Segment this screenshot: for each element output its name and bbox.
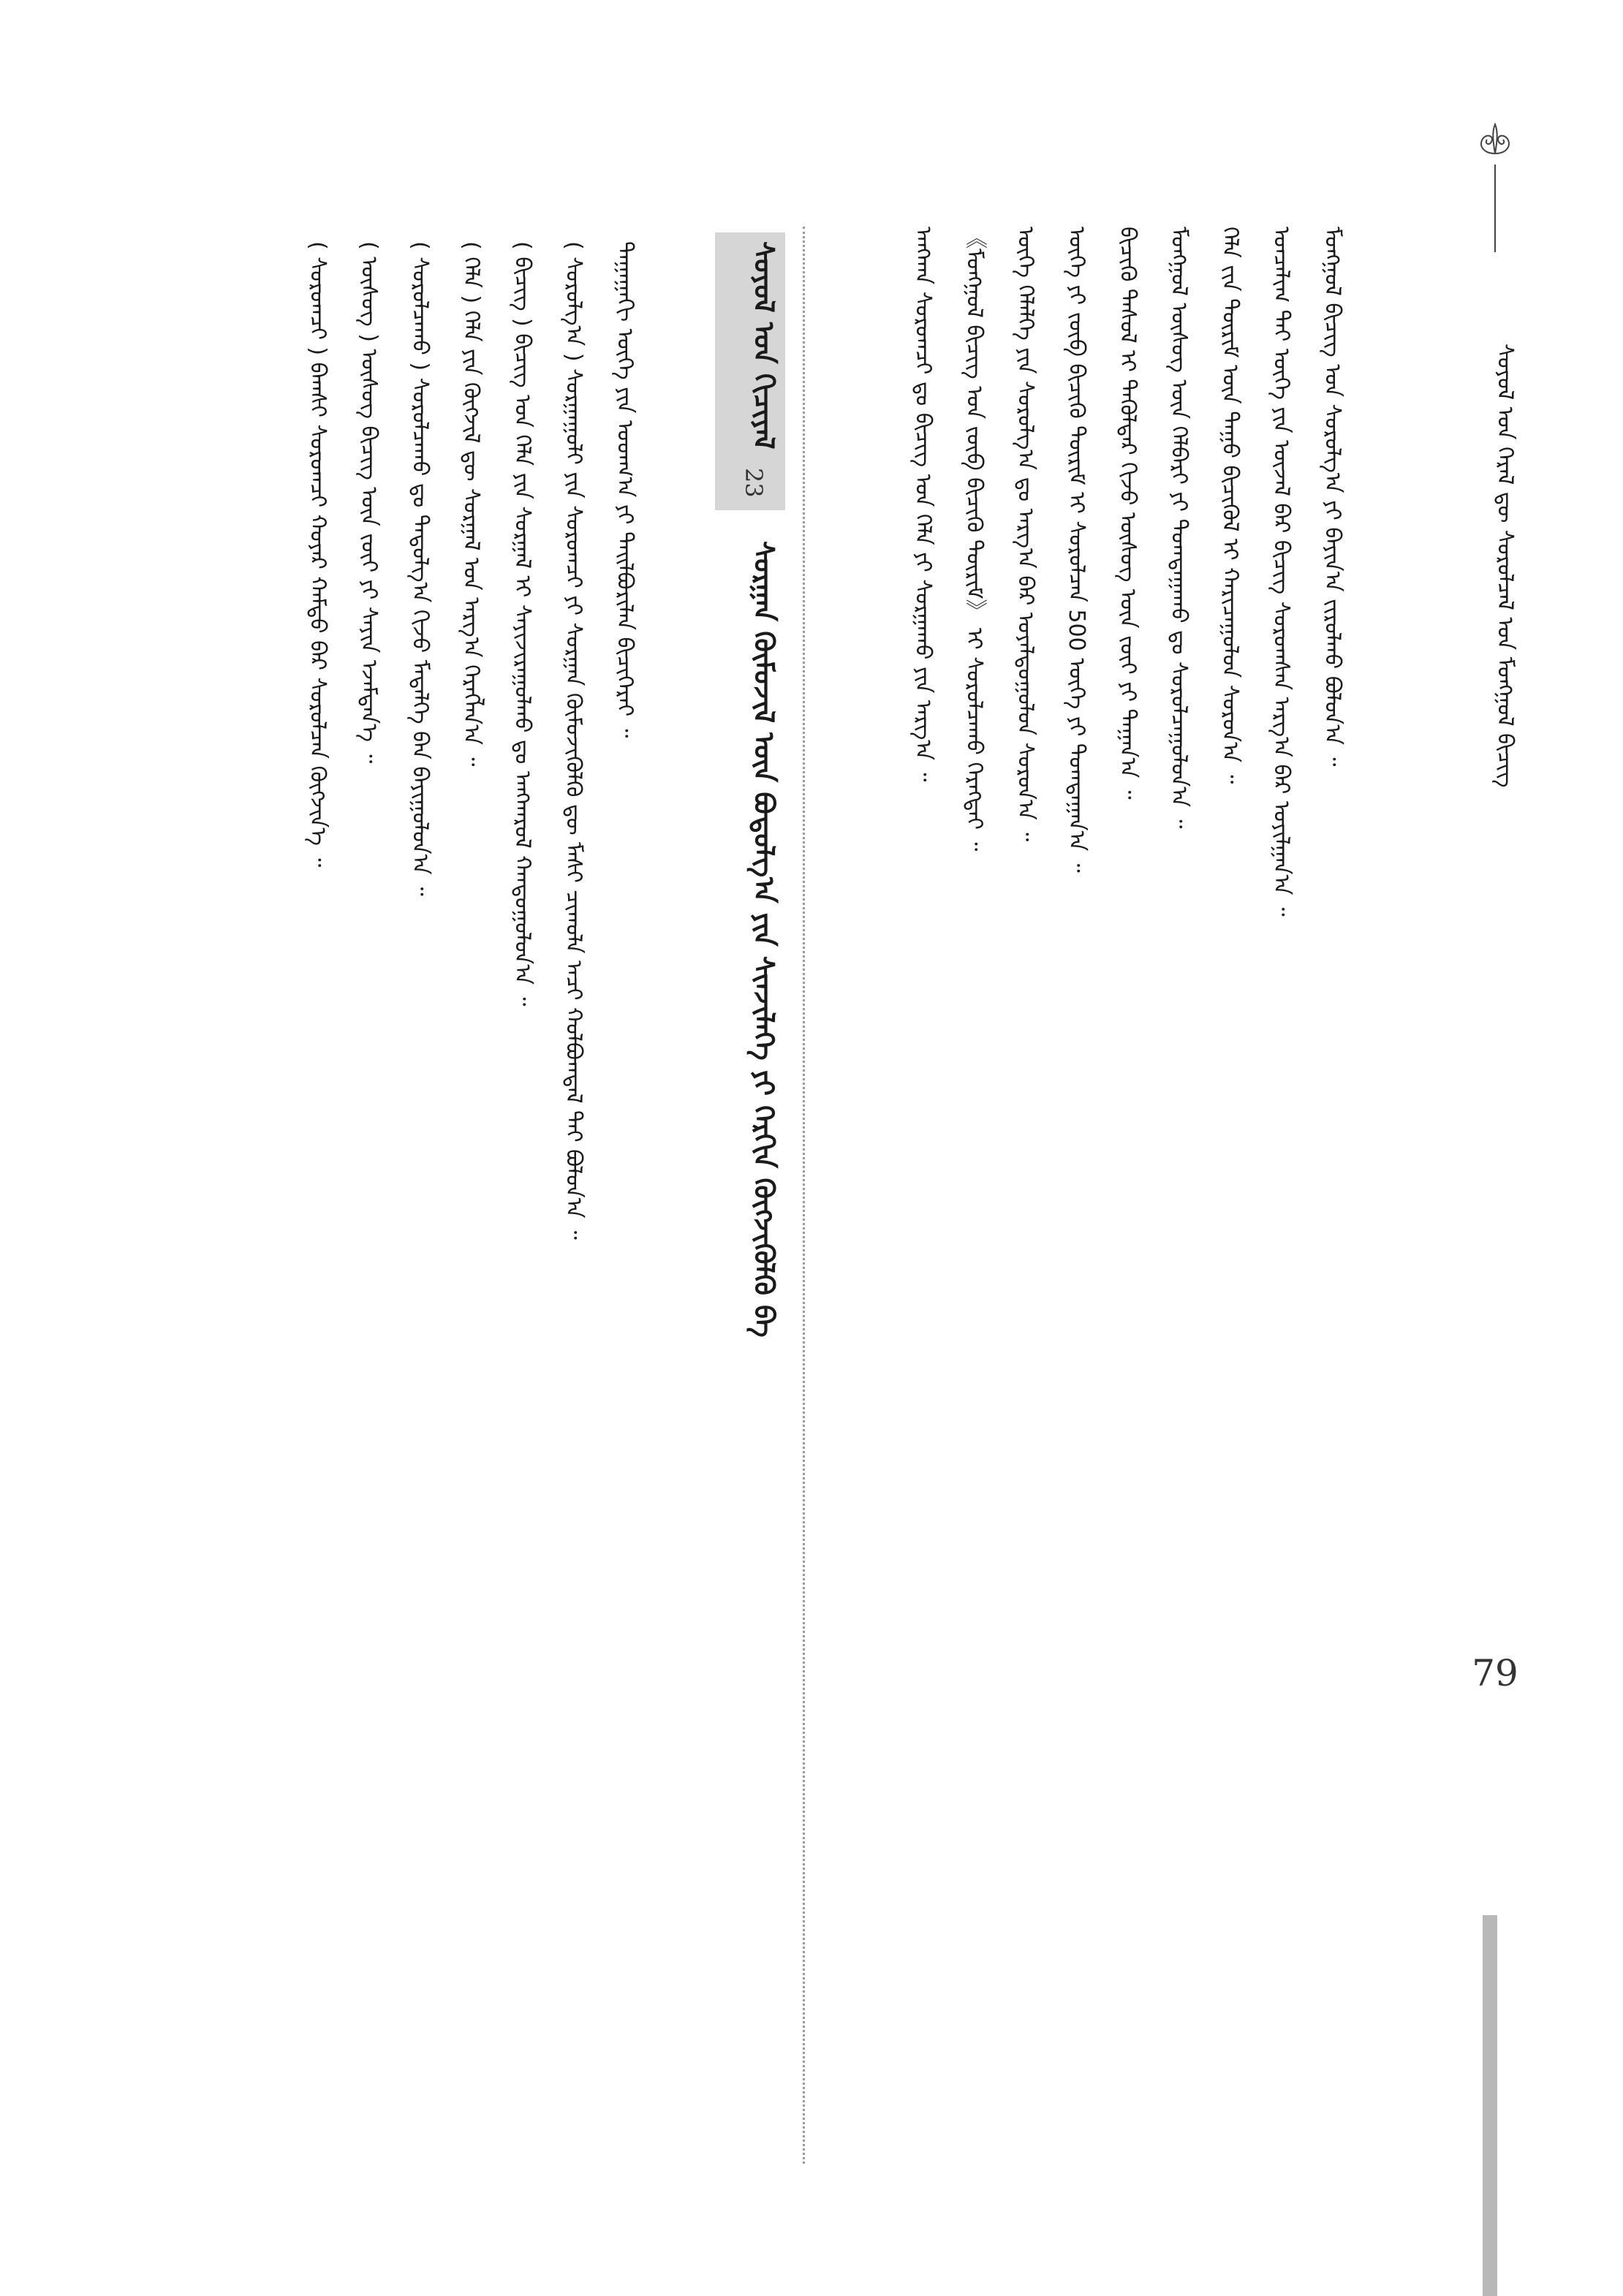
exercise-item: ( ᠪᠢᠴᠢᠭ ) ᠪᠢᠴᠢᠭ ᠤᠨ ᠬᠡᠯᠡ ᠶᠢᠨ ᠰᠤᠷᠭᠠᠯ ᠢ ᠰᠠᠶᠢᠵᠢᠷᠠᠭᠤᠯᠬᠤ ᠳᠤ ᠠᠩᠬᠠᠷᠤᠯ ᠬᠠᠨᠳᠤᠭᠤᠯᠤᠨ᠎ᠠ ᠃ [510, 241, 535, 1007]
dotted-divider [803, 227, 805, 2164]
text-line: ᠣᠨᠴᠠᠯᠢᠭ ᠲᠠᠢ ᠦᠭᠡ ᠶᠢᠨ ᠦᠵᠡᠯ ᠪᠡᠷ ᠪᠢᠴᠢᠭ ᠰᠤᠷᠤᠭᠰᠠᠨ ᠠᠷᠭ᠎ᠠ ᠪᠠᠷ ᠣᠶᠢᠯᠭᠠᠨ᠎ᠠ ᠃ [1268, 227, 1294, 917]
exercise-item: ( ᠦᠰᠦᠭ ) ᠦᠰᠦᠭ ᠪᠢᠴᠢᠭ ᠦᠨ ᠵᠦᠢ ᠶᠢ ᠰᠠᠶᠢᠨ ᠡᠵᠡᠮᠳᠡᠨ᠎ᠡ ᠃ [356, 241, 382, 764]
exercise-item: ( ᠰᠤᠷᠤᠯᠭ᠎ᠠ ) ᠰᠤᠷᠭᠠᠭᠤᠯᠢ ᠶᠢᠨ ᠰᠤᠷᠤᠭᠴᠢ ᠶᠢ ᠰᠤᠷᠭᠠᠨ ᠬᠦᠮᠦᠵᠢᠭᠦᠯᠬᠦ ᠳᠦ ᠮᠠᠰᠢ ᠴᠢᠬᠤᠯᠠ ᠠᠴᠢ ᠬᠣᠯᠪᠣᠭᠳᠠᠯ ᠲᠠᠢ ᠪᠣᠯᠤᠨ᠎ᠠ ᠃ [561, 241, 586, 1240]
text-line: ᠪᠢᠴᠢᠬᠦ ᠳᠠᠰᠤᠯ ᠢ ᠲᠡᠭᠦᠯᠳᠡᠷ ᠬᠢᠵᠦ ᠦᠰᠦᠭ ᠦᠨ ᠵᠦᠢ ᠶᠢ ᠳᠠᠭᠠᠨ᠎ᠠ ᠃ [1115, 227, 1140, 800]
exercise-item: ( ᠬᠡᠯᠡ ) ᠬᠡᠯᠡ ᠶᠢᠨ ᠬᠥᠭᠵᠢᠯ ᠳᠦ ᠰᠤᠷᠭᠠᠯ ᠤᠨ ᠠᠷᠭ᠎ᠠ ᠬᠡᠷᠡᠭᠯᠡᠨ᠎ᠠ ᠃ [458, 241, 484, 767]
text-line: ᠦᠭᠡ ᠶᠢ ᠵᠥᠪ ᠪᠢᠴᠢᠬᠦ ᠳᠦᠷᠢᠮ ᠢ ᠰᠤᠷᠤᠯᠴᠠᠨ 500 ᠦᠭᠡ ᠶᠢ ᠲᠣᠭᠲᠠᠭᠠᠨ᠎ᠠ ᠃ [1064, 227, 1089, 873]
running-head: ᠰᠣᠶᠣᠯ ᠤᠨ ᠭᠡᠷᠡᠯ ᠳᠦ ᠰᠤᠷᠤᠯᠴᠠᠯ ᠤᠨ ᠮᠣᠩᠭᠣᠯ ᠪᠢᠴᠢᠭ [1492, 344, 1518, 788]
text-line: ᠦᠭᠡ ᠬᠡᠯᠡᠯᠭᠡ ᠶᠢᠨ ᠰᠤᠷᠤᠯᠭ᠎ᠠ ᠳᠤ ᠠᠷᠭ᠎ᠠ ᠪᠠᠷ ᠤᠶᠠᠯᠳᠤᠭᠤᠯᠤᠨ ᠰᠤᠷᠤᠨ᠎ᠠ ᠃ [1013, 227, 1038, 842]
header-rule [1494, 164, 1496, 252]
text-line: ᠬᠡᠯᠡ ᠵᠢᠨ ᠳᠦᠷᠢᠮ ᠦᠨ ᠳᠠᠭᠤ ᠪᠢᠴᠢᠭᠦᠯ ᠢ ᠬᠠᠷᠢᠴᠠᠭᠤᠯᠤᠨ ᠰᠤᠷᠤᠨ᠎ᠠ ᠃ [1217, 227, 1243, 784]
section-title: ᠰᠤᠷᠭᠠᠨ ᠬᠦᠮᠦᠵᠢᠯ ᠦᠨ ᠪᠣᠳᠤᠯᠭ᠎ᠠ ᠶᠢᠨ ᠰᠢᠨᠵᠢᠯᠡᠭᠡ ᠶᠢ ᠬᠡᠷᠬᠢᠨ ᠬᠦᠭᠵᠢᠭᠦᠯᠬᠦ ᠪᠡ [748, 541, 780, 1338]
page-number: 79 [1472, 1652, 1518, 1694]
exercise-item: ( ᠰᠤᠷᠤᠯᠴᠠᠬᠤ ) ᠰᠤᠷᠤᠯᠴᠠᠬᠤ ᠳᠤ ᠳᠠᠳᠤᠯᠭ᠎ᠠ ᠬᠢᠵᠦ ᠮᠡᠳᠡᠯᠭᠡ ᠪᠡᠨ ᠪᠠᠶᠢᠭᠤᠯᠤᠨ᠎ᠠ ᠃ [407, 241, 433, 896]
page-edge-bar [1483, 1915, 1497, 2296]
section-number: 23 [740, 468, 768, 498]
exercise-intro: ᠳᠠᠭᠠᠭᠠᠬᠢ ᠦᠭᠡ ᠶᠢᠨ ᠤᠳᠬ᠎ᠠ ᠶᠢ ᠲᠠᠢᠯᠪᠤᠷᠢᠯᠠᠨ ᠪᠢᠴᠢᠭᠡᠷᠡᠢ ᠃ [612, 241, 638, 738]
section-label: ᠰᠣᠶᠣᠯ ᠤᠨ ᠬᠢᠴᠢᠶᠡᠯ [748, 241, 780, 450]
body-text [857, 227, 1369, 2156]
text-line: ᠠᠩᠬᠠᠨ ᠰᠤᠷᠤᠭᠴᠢ ᠳᠤ ᠪᠢᠴᠢᠭ ᠤᠨ ᠬᠡᠯᠡ ᠶᠢ ᠰᠤᠷᠭᠠᠬᠤ ᠶᠢᠨ ᠠᠷᠭ᠎ᠠ ᠃ [910, 227, 936, 782]
exercise-item: ( ᠰᠤᠷᠤᠭᠴᠢ ) ᠪᠠᠭᠰᠢ ᠰᠤᠷᠤᠭᠴᠢ ᠬᠣᠶᠠᠷ ᠬᠠᠮᠲᠤ ᠪᠡᠷ ᠰᠤᠷᠤᠯᠴᠠᠨ ᠬᠥᠭᠵᠢᠨ᠎ᠡ ᠃ [305, 241, 330, 868]
text-line: ᠮᠣᠩᠭᠣᠯ ᠪᠢᠴᠢᠭ ᠤᠨ ᠰᠤᠷᠤᠯᠭ᠎ᠠ ᠶᠢ ᠪᠠᠶᠢᠨ᠎ᠠ ᠵᠢᠷᠤᠯᠬᠤ ᠪᠣᠯᠤᠨ᠎ᠠ ᠃ [1320, 227, 1345, 767]
scroll-ornament-icon [1469, 117, 1521, 161]
text-line: 《ᠮᠣᠩᠭᠣᠯ ᠪᠢᠴᠢᠭ ᠤᠨ ᠵᠥᠪ ᠪᠢᠴᠢᠬᠦ ᠳᠦᠷᠢᠮ》 ᠢ ᠰᠤᠷᠤᠯᠴᠠᠬᠤ ᠬᠡᠷᠡᠭᠲᠡᠢ ᠃ [961, 227, 987, 852]
text-line: ᠮᠣᠩᠭᠣᠯ ᠦᠰᠦᠭ ᠦᠨ ᠬᠡᠯᠪᠡᠷᠢ ᠶᠢ ᠲᠣᠭᠲᠠᠭᠠᠬᠤ ᠳᠤ ᠰᠤᠷᠤᠯᠴᠠᠭᠤᠯᠤᠨ᠎ᠠ ᠃ [1166, 227, 1192, 829]
